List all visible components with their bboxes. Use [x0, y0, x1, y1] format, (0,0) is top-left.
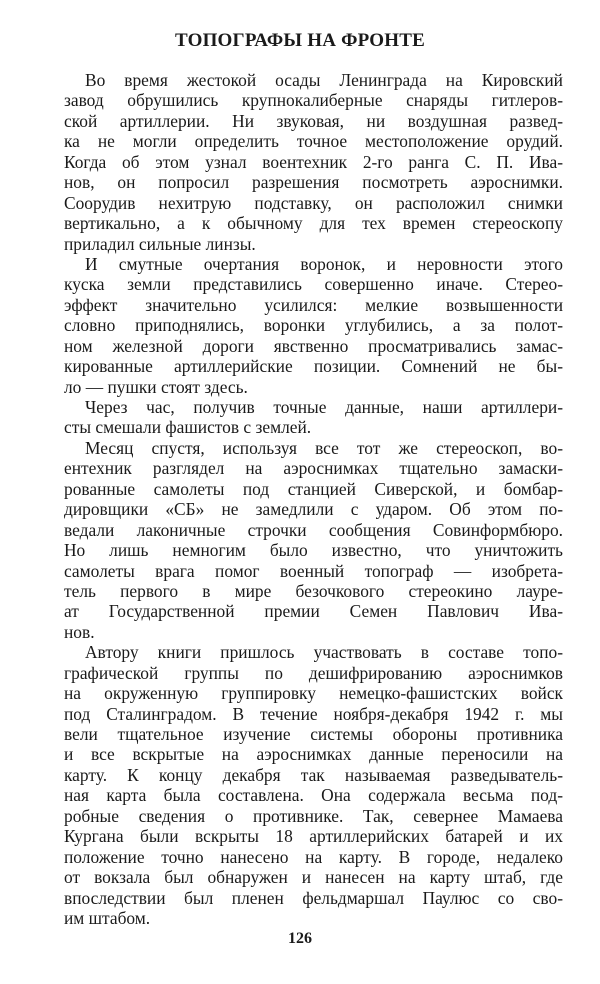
paragraph [64, 70, 563, 254]
text-line: им штабом. [64, 907, 151, 928]
text-line: эффект значительно усилился: мелкие возвышенности [64, 294, 563, 315]
text-line: и все вскрытые на аэроснимках данные переносили на [64, 744, 563, 765]
chapter-title: ТОПОГРАФЫ НА ФРОНТЕ [174, 30, 426, 51]
text-line: ло — пушки стоят здесь. [64, 376, 248, 397]
text-line: положение точно нанесено на карту. В городе, недалеко [64, 846, 563, 867]
text-line: ная карта была составлена. Она содержала весьма под- [64, 785, 563, 806]
text-line: нов, он попросил разрешения посмотреть аэроснимки. [64, 172, 563, 193]
text-line: от вокзала был обнаружен и нанесен на карту штаб, где [64, 867, 563, 888]
text-line: Автору книги пришлось участвовать в составе топо- [85, 642, 563, 663]
text-line: ном железной дороги явственно просматривались замас- [64, 335, 563, 356]
text-line: Кургана были вскрыты 18 артиллерийских батарей и их [64, 826, 563, 847]
text-line: Во время жестокой осады Ленинграда на Кировский [85, 70, 563, 90]
text-line: сты смешали фашистов с землей. [64, 417, 312, 438]
paragraph [64, 254, 563, 397]
page-number: 126 [288, 930, 312, 947]
text-line: рованные самолеты под станцией Сиверской, и бомбар- [64, 478, 563, 499]
text-line: кированные артиллерийские позиции. Сомнений не бы- [64, 356, 563, 377]
text-line: вертикально, а к обычному для тех времен стереоскопу [64, 213, 563, 234]
text-line: карту. К концу декабря так называемая разведыватель- [64, 764, 563, 785]
text-line: нов. [64, 621, 95, 642]
text-line: Но лишь немногим было известно, что уничтожить [64, 540, 563, 561]
text-line: приладил сильные линзы. [64, 233, 256, 254]
text-line: ведали лаконичные строчки сообщения Совинформбюро. [64, 519, 563, 540]
text-line: ской артиллерии. Ни звуковая, ни воздушная развед- [64, 110, 563, 131]
text-line: завод обрушились крупнокалиберные снаряды гитлеров- [64, 90, 563, 111]
text-line: дировщики «СБ» не замедлили с ударом. Об этом по- [64, 499, 563, 520]
text-line: вели тщательное изучение системы обороны противника [64, 724, 563, 744]
text-line: Соорудив нехитрую подставку, он расположил снимки [64, 192, 563, 213]
text-line: на окруженную группировку немецко-фашистских войск [64, 683, 563, 704]
text-line: словно приподнялись, воронки углубились, а за полот- [64, 315, 563, 336]
text-line: под Сталинградом. В течение ноября-декабря 1942 г. мы [64, 703, 563, 724]
paragraph [64, 438, 563, 642]
paragraph [64, 642, 563, 928]
text-line: Через час, получив точные данные, наши артиллери- [85, 397, 563, 417]
text-line: робные сведения о противнике. Так, севернее Мамаева [64, 805, 563, 826]
text-line: ка не могли определить точное местоположение орудий. [64, 131, 563, 152]
body-text [64, 70, 563, 928]
text-line: самолеты врага помог военный топограф — изобрета- [64, 560, 563, 581]
text-line: Когда об этом узнал воентехник 2-го ранга С. П. Ива- [64, 151, 563, 172]
text-line: графической группы по дешифрированию аэроснимков [64, 662, 563, 683]
text-line: И смутные очертания воронок, и неровности этого [85, 253, 563, 274]
text-line: впоследствии был пленен фельдмаршал Паулюс со сво- [64, 887, 563, 908]
text-line: тель первого в мире безочкового стереокино лауре- [64, 580, 563, 601]
text-line: ат Государственной премии Семен Павлович Ива- [64, 601, 563, 622]
text-line: Месяц спустя, используя все тот же стереоскоп, во- [85, 437, 563, 458]
text-line: куска земли представились совершенно иначе. Стерео- [64, 274, 563, 295]
paragraph [64, 397, 563, 438]
text-line: ентехник разглядел на аэроснимках тщательно замаски- [64, 458, 563, 479]
